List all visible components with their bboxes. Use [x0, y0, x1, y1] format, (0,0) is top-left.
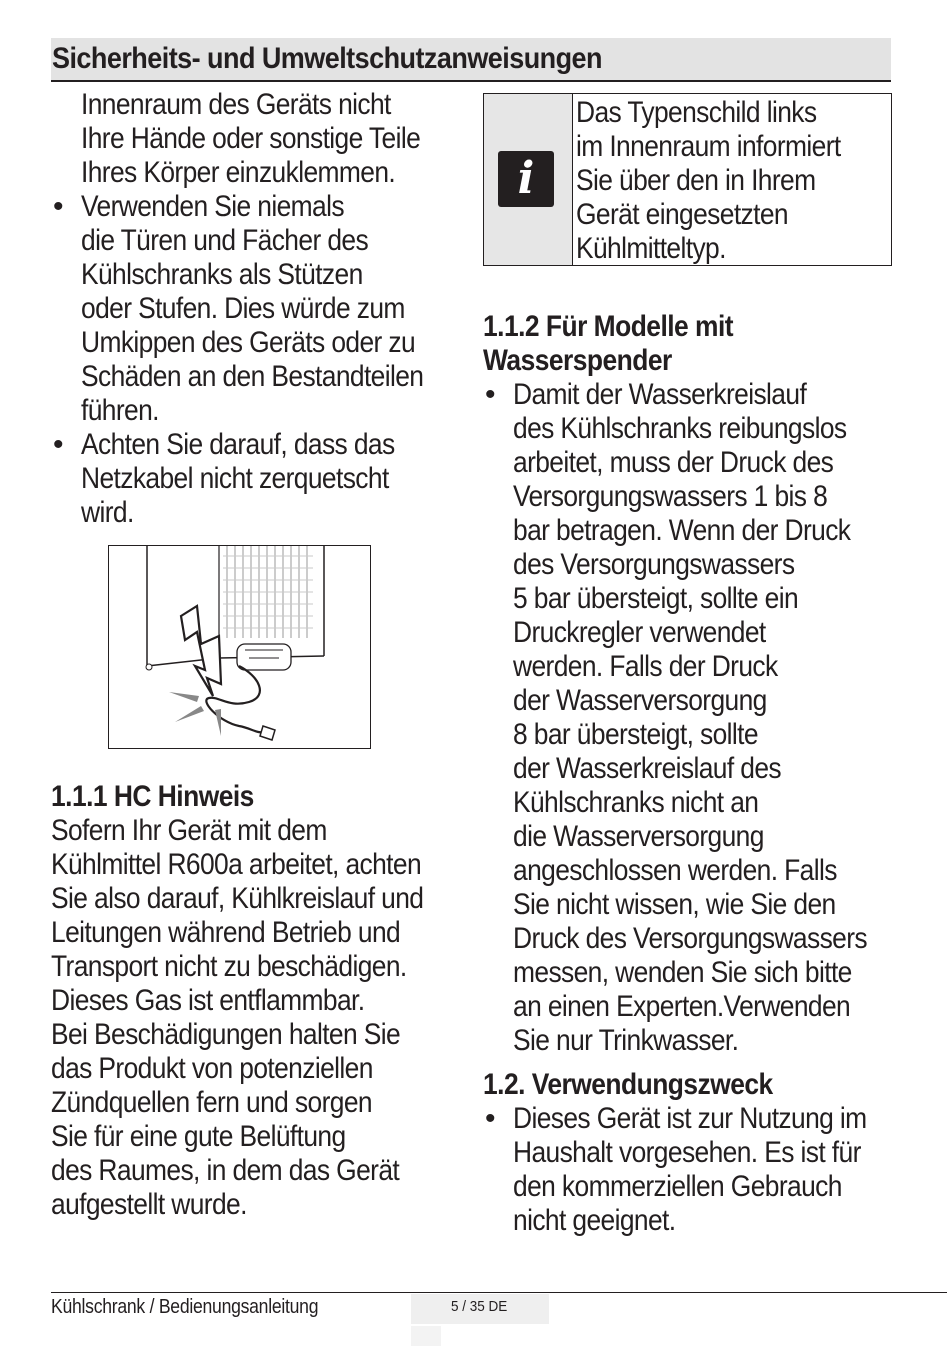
- text-line: Sie also darauf, Kühlkreislauf und: [51, 882, 424, 915]
- text-line: die Türen und Fächer des: [81, 224, 369, 257]
- section-heading: Wasserspender: [483, 344, 672, 377]
- bullet-dot-icon: •: [485, 1102, 496, 1135]
- text-line: messen, wenden Sie sich bitte: [513, 956, 852, 989]
- info-note-box: [483, 93, 892, 266]
- text-line: Transport nicht zu beschädigen.: [51, 950, 407, 983]
- text-line: des Kühlschranks reibungslos: [513, 412, 847, 445]
- text-line: werden. Falls der Druck: [513, 650, 778, 683]
- text-line: Sofern Ihr Gerät mit dem: [51, 814, 327, 847]
- text-line: Verwenden Sie niemals: [81, 190, 344, 223]
- page-number-box: [411, 1294, 549, 1324]
- footer-tab: [411, 1326, 441, 1346]
- bullet-dot-icon: •: [53, 428, 64, 461]
- bullet-dot-icon: •: [53, 190, 64, 223]
- text-line: wird.: [81, 496, 134, 529]
- left-column: [51, 88, 461, 530]
- section-heading: 1.1.1 HC Hinweis: [51, 780, 254, 813]
- text-line: nicht geeignet.: [513, 1204, 676, 1237]
- text-line: Kühlschranks als Stützen: [81, 258, 363, 291]
- text-line: Haushalt vorgesehen. Es ist für: [513, 1136, 861, 1169]
- hc-section: [51, 780, 461, 1222]
- text-line: 8 bar übersteigt, sollte: [513, 718, 758, 751]
- text-line: Ihre Hände oder sonstige Teile: [81, 122, 421, 155]
- text-line: des Raumes, in dem das Gerät: [51, 1154, 400, 1187]
- text-line: 5 bar übersteigt, sollte ein: [513, 582, 799, 615]
- text-line: das Produkt von potenziellen: [51, 1052, 373, 1085]
- text-line: der Wasserkreislauf des: [513, 752, 782, 785]
- text-line: Damit der Wasserkreislauf: [513, 378, 807, 411]
- text-line: Kühlschranks nicht an: [513, 786, 759, 819]
- text-line: Kühlmittel R600a arbeitet, achten: [51, 848, 422, 881]
- text-line: oder Stufen. Dies würde zum: [81, 292, 405, 325]
- text-line: Dieses Gas ist entflammbar.: [51, 984, 365, 1017]
- continuation-text: [51, 88, 461, 190]
- text-line: des Versorgungswassers: [513, 548, 795, 581]
- water-section: [483, 310, 903, 1058]
- bullet-item: [51, 428, 461, 530]
- text-line: Kühlmitteltyp.: [576, 232, 726, 265]
- text-line: Innenraum des Geräts nicht: [81, 88, 391, 121]
- text-line: Druckregler verwendet: [513, 616, 766, 649]
- text-line: bar betragen. Wenn der Druck: [513, 514, 851, 547]
- bullet-item: [51, 190, 461, 428]
- text-line: Zündquellen fern und sorgen: [51, 1086, 372, 1119]
- power-cable-illustration: [108, 545, 371, 749]
- text-line: im Innenraum informiert: [576, 130, 841, 163]
- text-line: Versorgungswassers 1 bis 8: [513, 480, 828, 513]
- text-line: aufgestellt wurde.: [51, 1188, 247, 1221]
- text-line: Leitungen während Betrieb und: [51, 916, 401, 949]
- bullet-item: [483, 378, 903, 1058]
- page-number: 5 / 35 DE: [451, 1298, 508, 1315]
- text-line: Druck des Versorgungswassers: [513, 922, 867, 955]
- text-line: Gerät eingesetzten: [576, 198, 788, 231]
- text-line: an einen Experten.Verwenden: [513, 990, 851, 1023]
- text-line: den kommerziellen Gebrauch: [513, 1170, 842, 1203]
- text-line: Schäden an den Bestandteilen: [81, 360, 424, 393]
- text-line: Dieses Gerät ist zur Nutzung im: [513, 1102, 867, 1135]
- text-line: die Wasserversorgung: [513, 820, 764, 853]
- bullet-item: [483, 1102, 903, 1238]
- text-line: Sie nur Trinkwasser.: [513, 1024, 739, 1057]
- section-heading: 1.2. Verwendungszweck: [483, 1068, 773, 1101]
- footer-divider: [51, 1292, 947, 1293]
- purpose-section: [483, 1068, 903, 1238]
- text-line: führen.: [81, 394, 159, 427]
- page-title: Sicherheits- und Umweltschutzanweisungen: [52, 42, 602, 75]
- text-line: Sie nicht wissen, wie Sie den: [513, 888, 836, 921]
- text-line: Umkippen des Geräts oder zu: [81, 326, 416, 359]
- note-icon-cell: [484, 94, 573, 265]
- section-heading: 1.1.2 Für Modelle mit: [483, 310, 734, 343]
- footer-title: Kühlschrank / Bedienungsanleitung: [51, 1296, 319, 1318]
- info-icon: i: [498, 151, 554, 207]
- fridge-back-cable-icon: [109, 546, 370, 748]
- note-text: [576, 96, 877, 266]
- text-line: Achten Sie darauf, dass das: [81, 428, 395, 461]
- text-line: Ihres Körper einzuklemmen.: [81, 156, 396, 189]
- text-line: Netzkabel nicht zerquetscht: [81, 462, 389, 495]
- text-line: angeschlossen werden. Falls: [513, 854, 837, 887]
- text-line: Sie über den in Ihrem: [576, 164, 816, 197]
- text-line: Sie für eine gute Belüftung: [51, 1120, 346, 1153]
- text-line: arbeitet, muss der Druck des: [513, 446, 834, 479]
- text-line: der Wasserversorgung: [513, 684, 767, 717]
- text-line: Bei Beschädigungen halten Sie: [51, 1018, 401, 1051]
- bullet-dot-icon: •: [485, 378, 496, 411]
- text-line: Das Typenschild links: [576, 96, 817, 129]
